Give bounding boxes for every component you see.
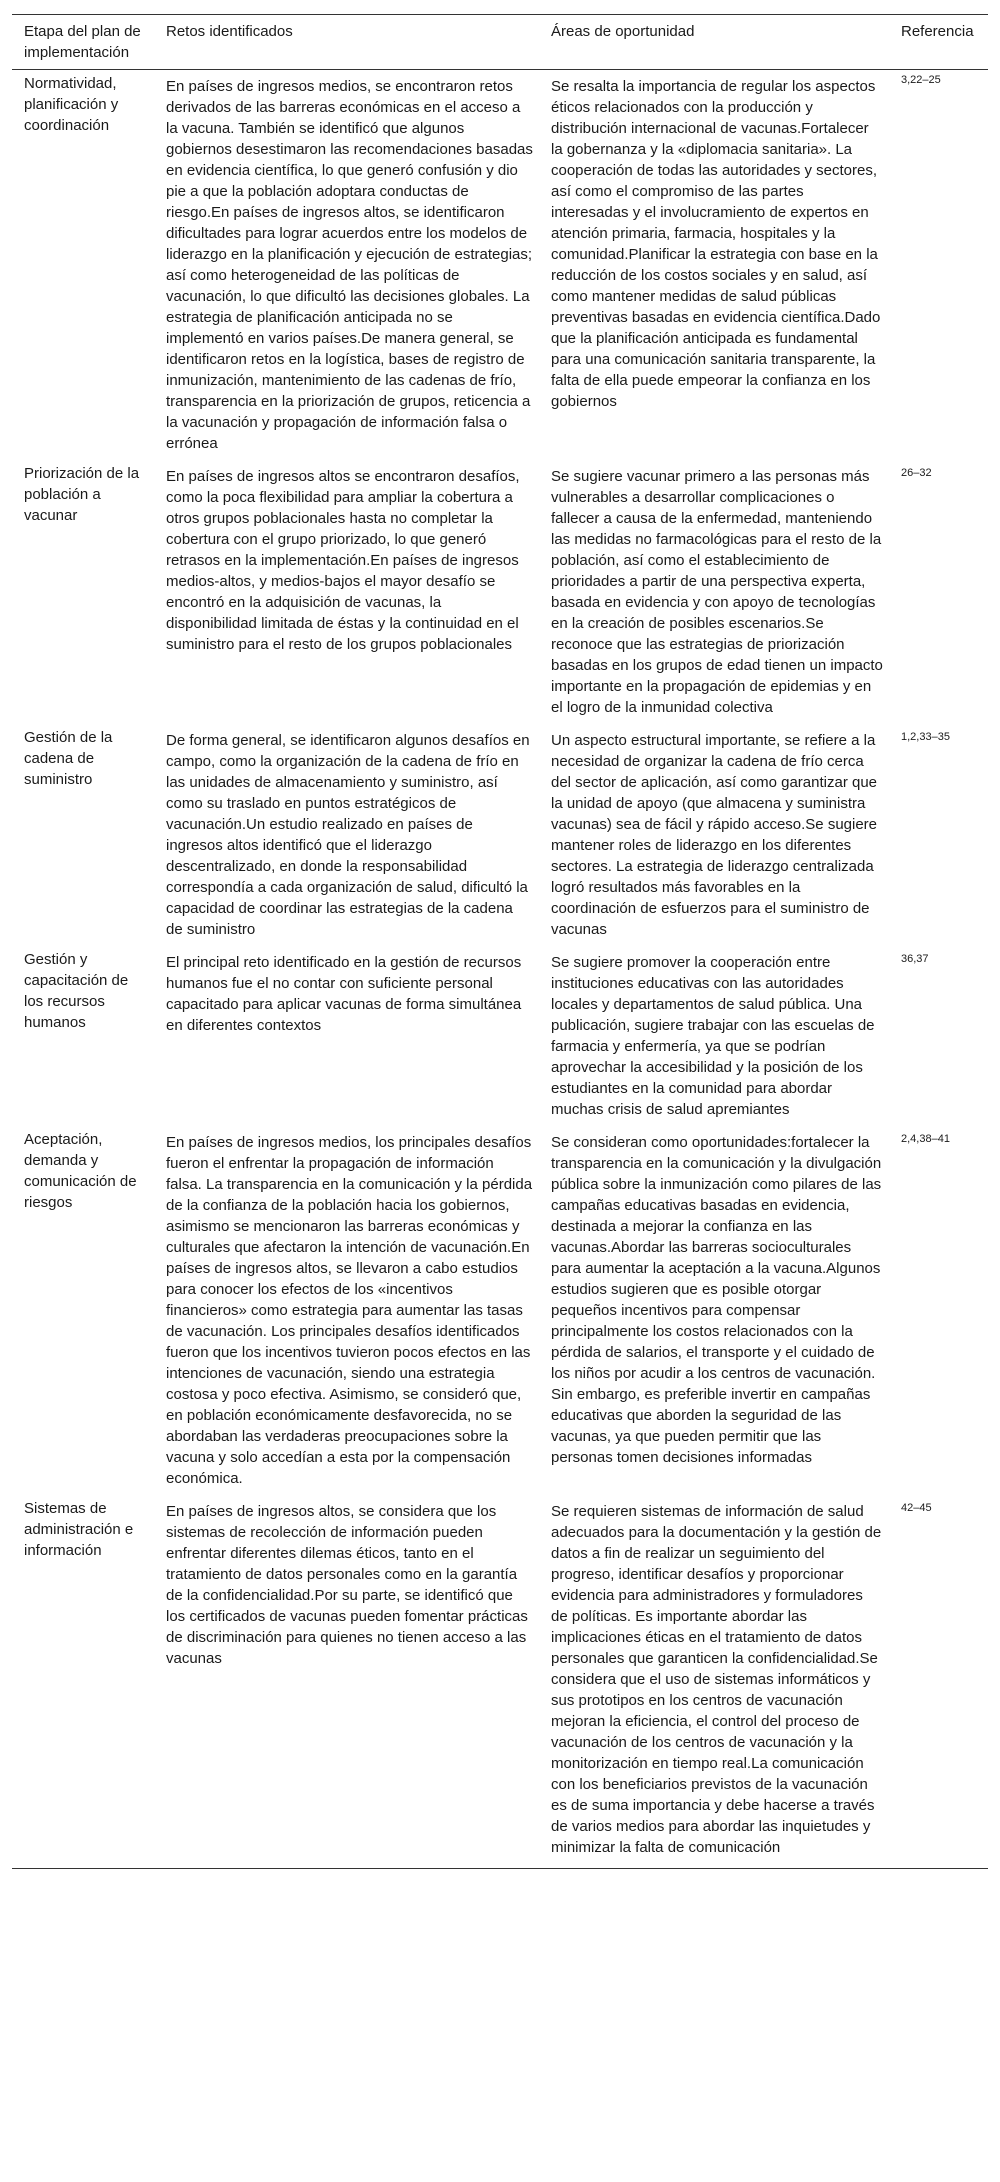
stage-cell: Sistemas de administración e información xyxy=(12,1497,154,1869)
challenges-cell: En países de ingresos altos se encontraron desafíos, como la poca flexibilidad para ampliar la cobertura a otros grupos poblacionales hasta no completar la cobertura con el grupo priorizado, lo que generó retrasos en la implementación.En países de ingresos medios-altos, y medios-bajos el mayor desafío se encontró en la adquisición de vacunas, la disponibilidad limitada de éstas y la continuidad en el suministro para el resto de los grupos poblacionales xyxy=(166,468,520,653)
header-opportunities: Áreas de oportunidad xyxy=(539,15,889,70)
opportunities-cell: Se requieren sistemas de información de salud adecuados para la documentación y la gestión de datos a fin de realizar un seguimiento del progreso, identificar desafíos y proporcionar evidencia para administradores y formuladores de políticas. Es importante abordar las implicaciones éticas en el tratamiento de datos personales que garanticen la confidencialidad.Se considera que el uso de sistemas informáticos y sus prototipos en los centros de vacunación mejoran la eficiencia, el control del proceso de vacunación de los centros de vacunación y la monitorización en tiempo real.La comunicación con los beneficiarios previstos de la vacunación es de suma importancia y debe hacerse a través de varios medios para abordar las inquietudes y minimizar la falta de comunicación xyxy=(539,1497,889,1869)
challenges-cell: En países de ingresos altos, se considera que los sistemas de recolección de información pueden enfrentar diferentes dilemas éticos, tanto en el tratamiento de datos personales como en la garantía de la confidencialidad.Por su parte, se identificó que los certificados de vacunas pueden fomentar prácticas de discriminación para quienes no tienen acceso a las vacunas xyxy=(154,1497,539,1869)
reference-cell: 1,2,33–35 xyxy=(901,731,950,743)
stage-cell: Normatividad, planificación y coordinación xyxy=(24,75,119,134)
reference-cell: 26–32 xyxy=(901,467,932,479)
table-row xyxy=(12,462,988,726)
reference-cell: 2,4,38–41 xyxy=(901,1133,950,1145)
table-row xyxy=(12,1497,988,1869)
challenges-cell: En países de ingresos medios, se encontraron retos derivados de las barreras económicas en el acceso a la vacuna. También se identificó que algunos gobiernos desestimaron las recomendaciones basadas en evidencia científica, lo que generó confusión y dio pie a que la población adoptara conductas de riesgo.En países de ingresos altos, se identificaron dificultades para lograr acuerdos entre los modelos de liderazgo en la planificación y ejecución de estrategias; así como heterogeneidad de las políticas de vacunación, lo que dificultó las decisiones globales. La estrategia de planificación anticipada no se implementó en varios países.De manera general, se identificaron retos en la logística, bases de registro de inmunización, mantenimiento de las cadenas de frío, transparencia en la priorización de grupos, reticencia a la vacunación y propagación de información falsa o errónea xyxy=(166,78,533,452)
reference-cell: 42–45 xyxy=(889,1497,988,1869)
stage-cell: Gestión de la cadena de suministro xyxy=(24,729,113,788)
table-body xyxy=(12,70,988,1869)
opportunities-cell: Se resalta la importancia de regular los aspectos éticos relacionados con la producción y distribución internacional de vacunas.Fortalecer la gobernanza y la «diplomacia sanitaria». La cooperación de todas las autoridades y sectores, así como el compromiso de las partes interesadas y el involucramiento de expertos en atención primaria, farmacia, hospitales y la comunidad.Planificar la estrategia con base en la reducción de los costos sociales y en salud, así como mantener medidas de salud públicas preventivas basadas en evidencia científica.Dado que la planificación anticipada es fundamental para una comunicación sanitaria transparente, la falta de ella puede empeorar la confianza en los gobiernos xyxy=(551,78,881,410)
opportunities-cell: Se sugiere promover la cooperación entre instituciones educativas con las autoridades locales y departamentos de salud pública. Una publicación, sugiere trabajar con las escuelas de farmacia y enfermería, ya que se podrían aprovechar la accesibilidad y la posición de los estudiantes en la comunidad para abordar muchas crisis de salud apremiantes xyxy=(551,954,875,1118)
opportunities-cell: Se sugiere vacunar primero a las personas más vulnerables a desarrollar complicaciones o fallecer a causa de la enfermedad, manteniendo las medidas no farmacológicas para el resto de la población, así como el establecimiento de prioridades a partir de una perspectiva experta, basada en evidencia y con apoyo de tecnologías en la creación de posibles escenarios.Se reconoce que las estrategias de priorización basadas en los grupos de edad tienen un impacto importante en la propagación de epidemias y en el logro de la inmunidad colectiva xyxy=(551,468,883,716)
header-challenges: Retos identificados xyxy=(154,15,539,70)
stage-cell: Aceptación, demanda y comunicación de riesgos xyxy=(24,1131,137,1211)
table-row xyxy=(12,1128,988,1497)
challenges-cell: De forma general, se identificaron algunos desafíos en campo, como la organización de la cadena de frío en las unidades de almacenamiento y suministro, así como su traslado en puntos estratégicos de vacunación.Un estudio realizado en países de ingresos altos identificó que el liderazgo descentralizado, en donde la responsabilidad correspondía a cada organización de salud, dificultó la capacidad de coordinar las estrategias de la cadena de suministro xyxy=(166,732,530,938)
reference-cell: 36,37 xyxy=(901,953,929,965)
challenges-cell: El principal reto identificado en la gestión de recursos humanos fue el no contar con suficiente personal capacitado para aplicar vacunas de forma simultánea en diferentes contextos xyxy=(166,954,522,1034)
table-row xyxy=(12,726,988,948)
stage-cell: Gestión y capacitación de los recursos humanos xyxy=(24,951,129,1031)
stage-cell: Priorización de la población a vacunar xyxy=(24,465,140,524)
challenges-cell: En países de ingresos medios, los principales desafíos fueron el enfrentar la propagación de información falsa. La transparencia en la comunicación y la pérdida de la confianza de la población hacia los gobiernos, asimismo se mencionaron las barreras económicas y culturales que afectaron la intención de vacunación.En países de ingresos altos, se llevaron a cabo estudios para conocer los efectos de los «incentivos financieros» como estrategia para aumentar las tasas de vacunación. Los principales desafíos identificados fueron que los incentivos tuvieron pocos efectos en las intenciones de vacunación, siendo una estrategia costosa y poco efectiva. Asimismo, se consideró que, en población económicamente desfavorecida, no se abordaban las verdaderas preocupaciones sobre la vacuna y solo accedían a esta por la compensación económica. xyxy=(166,1134,533,1487)
table-row xyxy=(12,948,988,1128)
opportunities-cell: Un aspecto estructural importante, se refiere a la necesidad de organizar la cadena de frío cerca del sector de aplicación, así como garantizar que la unidad de apoyo (que almacena y suministra vacunas) sea de fácil y rápido acceso.Se sugiere mantener roles de liderazgo en los diferentes sectores. La estrategia de liderazgo centralizada logró resultados más favorables en la coordinación de esfuerzos para el suministro de vacunas xyxy=(551,732,878,938)
header-stage: Etapa del plan de implementación xyxy=(12,15,154,70)
opportunities-cell: Se consideran como oportunidades:fortalecer la transparencia en la comunicación y la divulgación pública sobre la inmunización como pilares de las campañas educativas basadas en evidencia, destinada a mejorar la confianza en las vacunas.Abordar las barreras socioculturales para aumentar la aceptación a la vacuna.Algunos estudios sugieren que es posible otorgar pequeños incentivos para compensar principalmente los costos relacionados con la pérdida de salarios, el transporte y el cuidado de los niños por acudir a los centros de vacunación. Sin embargo, es preferible invertir en campañas educativas que aborden la seguridad de las vacunas, ya que pueden permitir que las personas tomen decisiones informadas xyxy=(551,1134,882,1466)
reference-cell: 3,22–25 xyxy=(901,74,941,86)
implementation-table xyxy=(12,14,988,1869)
table-header xyxy=(12,15,988,70)
table-row xyxy=(12,70,988,463)
header-reference: Referencia xyxy=(889,15,988,70)
